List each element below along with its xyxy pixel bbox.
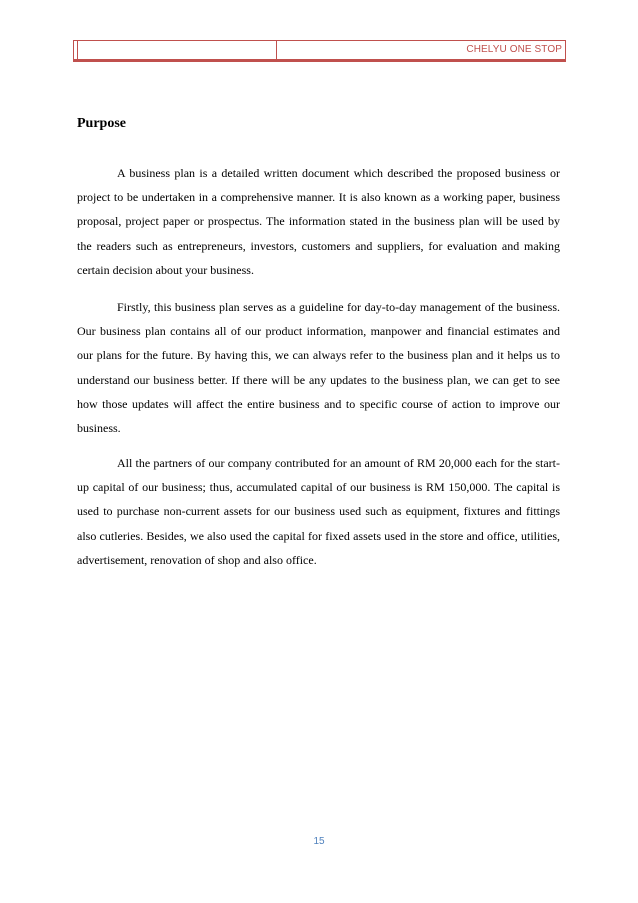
header-right-edge bbox=[565, 40, 566, 62]
paragraph: A business plan is a detailed written document which described the proposed business or project to be undertaken in a comprehensive manner. It is also known as a working paper, business proposal, project paper or prospectus. The information stated in the business plan will be used by the readers such as entrepreneurs, investors, customers and suppliers, for evaluation and making certain decision about your business. bbox=[77, 166, 560, 277]
header-left-edge bbox=[73, 40, 74, 62]
paragraph-2-container bbox=[77, 295, 560, 440]
paragraph: Firstly, this business plan serves as a guideline for day-to-day management of the business. Our business plan contains all of our product information, manpower and financial estimates and our plans for the future. By having this, we can always refer to the business plan and it helps us to understand our business better. If there will be any updates to the business plan, we can get to see how those updates will affect the entire business and to specific course of action to improve our business. bbox=[77, 300, 560, 436]
paragraph-1-container bbox=[77, 161, 560, 282]
header-title: CHELYU ONE STOP bbox=[466, 44, 562, 55]
paragraph-3-container bbox=[77, 451, 560, 572]
paragraph: All the partners of our company contributed for an amount of RM 20,000 each for the start-up capital of our business; thus, accumulated capital of our business is RM 150,000. The capital is used to purchase non-current assets for our business used such as equipment, fixtures and fittings also cutleries. Besides, we also used the capital for fixed assets used in the store and office, utilities, advertisement, renovation of shop and also office. bbox=[77, 456, 560, 567]
page-number: 15 bbox=[313, 836, 325, 847]
section-heading: Purpose bbox=[77, 116, 126, 131]
header-divider bbox=[276, 41, 277, 59]
header-divider bbox=[77, 41, 78, 59]
